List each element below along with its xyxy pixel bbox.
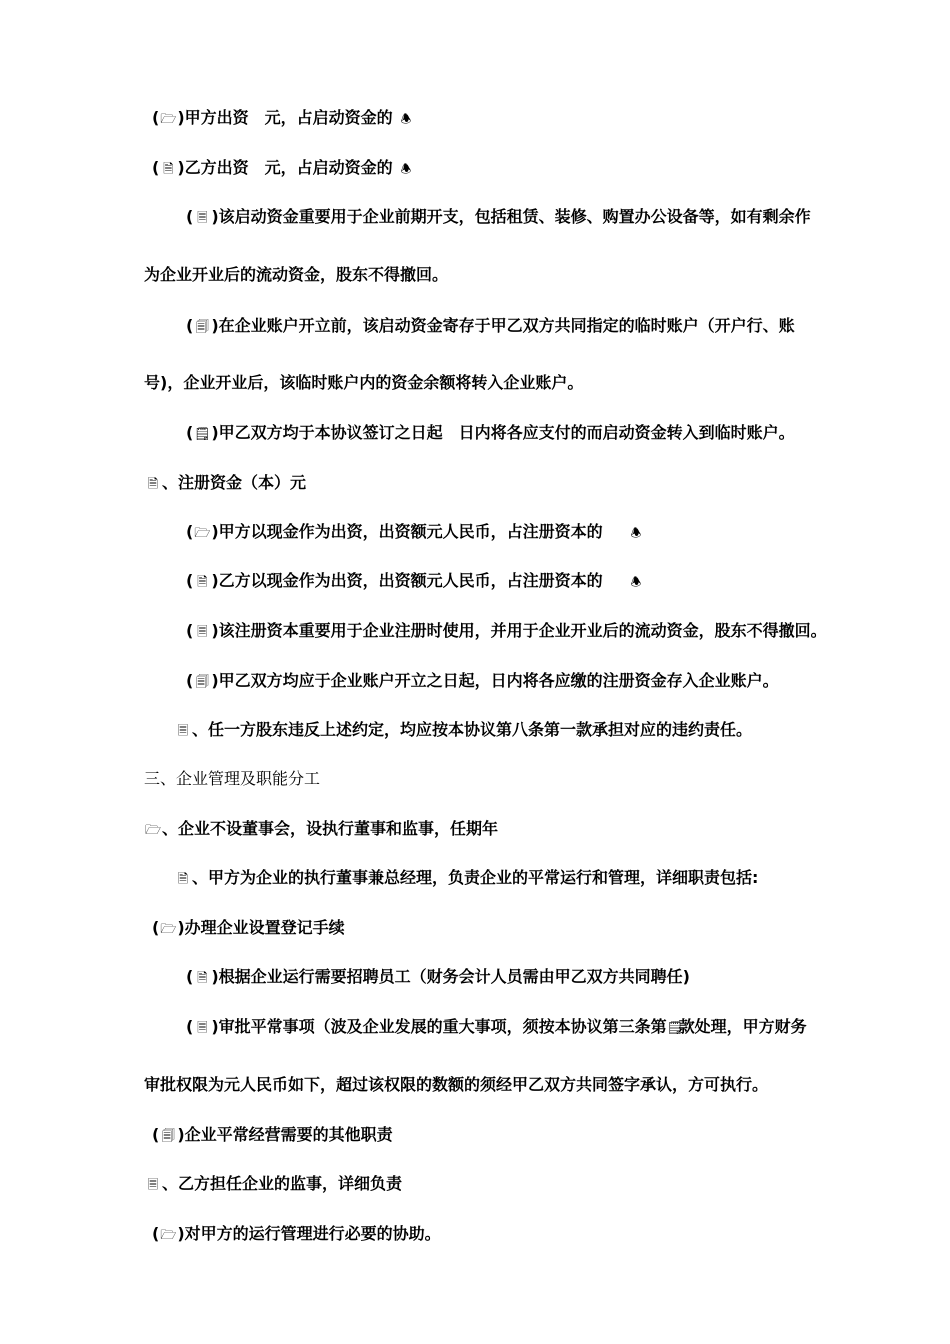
item-1-party-a-startup: (🗁)甲方出资 元，占启动资金的 🕭 bbox=[152, 107, 411, 131]
item-4-temp-account: ( 🗐 )在企业账户开立前，该启动资金寄存于甲乙双方共同指定的临时账户（开户行、账 bbox=[186, 315, 795, 339]
folder-icon: 🗁 bbox=[160, 1228, 177, 1243]
paragraph-continuation: 号)，企业开业后，该临时账户内的资金余额将转入企业账户。 bbox=[144, 373, 584, 392]
document-icon: 🗎 bbox=[197, 575, 208, 590]
page-icon: 🗏 bbox=[177, 724, 189, 739]
document-icon: 🗎 bbox=[163, 162, 174, 177]
duty-1-registration: (🗁)办理企业设置登记手续 bbox=[152, 917, 345, 941]
item-3-startup-usage: ( 🗏 )该启动资金重要用于企业前期开支，包括租赁、装修、购置办公设备等，如有剩余作 bbox=[186, 206, 811, 230]
paragraph-continuation: 审批权限为元人民币如下，超过该权限的数额的须经甲乙双方共同签字承认，方可执行。 bbox=[144, 1075, 769, 1094]
item-4-capital-deposit: ( 🗐 )甲乙双方均应于企业账户开立之日起，日内将各应缴的注册资金存入企业账户。 bbox=[186, 670, 779, 694]
pages-icon: 🗐 bbox=[195, 675, 209, 690]
folder-icon: 🗁 bbox=[194, 526, 211, 541]
page-icon: 🗏 bbox=[197, 625, 208, 640]
supervisor-duty-1: (🗁)对甲方的运行管理进行必要的协助。 bbox=[152, 1223, 441, 1247]
note-icon: 🗒 bbox=[194, 427, 211, 442]
item-2-party-b-startup: ( 🗎 )乙方出资 元，占启动资金的 🕭 bbox=[152, 157, 411, 181]
document-icon: 🗎 bbox=[147, 477, 159, 492]
page-icon: 🗏 bbox=[147, 1178, 159, 1193]
clause-breach-liability: 🗏 、任一方股东违反上述约定，均应按本协议第八条第一款承担对应的违约责任。 bbox=[174, 719, 752, 743]
section-registered-capital: 🗎 、注册资金（本）元 bbox=[144, 472, 306, 496]
item-5-transfer-deadline: (🗒)甲乙双方均于本协议签订之日起 日内将各应支付的而启动资金转入到临时账户。 bbox=[186, 422, 795, 446]
duty-3-approval: ( 🗏 )审批平常事项（波及企业发展的重大事项，须按本协议第三条第🗒款处理，甲方财务 bbox=[186, 1016, 807, 1040]
bell-icon: 🕭 bbox=[630, 526, 642, 540]
folder-icon: 🗁 bbox=[144, 823, 162, 838]
item-3-capital-usage: ( 🗏 )该注册资本重要用于企业注册时使用，并用于企业开业后的流动资金，股东不得撤回。 bbox=[186, 620, 827, 644]
bell-icon: 🕭 bbox=[400, 112, 412, 126]
document-icon: 🗎 bbox=[197, 971, 208, 986]
folder-icon: 🗁 bbox=[160, 112, 177, 127]
page-icon: 🗏 bbox=[197, 1021, 208, 1036]
section-heading-management: 三、企业管理及职能分工 bbox=[144, 769, 321, 788]
pages-icon: 🗐 bbox=[195, 320, 209, 335]
duty-2-recruitment: ( 🗎 )根据企业运行需要招聘员工（财务会计人员需由甲乙双方共同聘任) bbox=[186, 966, 690, 990]
clause-party-b-supervisor: 🗏 、乙方担任企业的监事，详细负责 bbox=[144, 1173, 402, 1197]
item-1-party-a-capital: (🗁)甲方以现金作为出资，出资额元人民币，占注册资本的 🕭 bbox=[186, 521, 641, 545]
folder-icon: 🗁 bbox=[160, 922, 177, 937]
clause-board-setup: 🗁、企业不设董事会，设执行董事和监事，任期年 bbox=[144, 818, 498, 842]
document-icon: 🗎 bbox=[177, 872, 189, 887]
bell-icon: 🕭 bbox=[630, 575, 642, 589]
item-2-party-b-capital: ( 🗎 )乙方以现金作为出资，出资额元人民币，占注册资本的 🕭 bbox=[186, 570, 641, 594]
duty-4-other: ( 🗐 )企业平常经营需要的其他职责 bbox=[152, 1124, 393, 1148]
paragraph-continuation: 为企业开业后的流动资金，股东不得撤回。 bbox=[144, 265, 449, 284]
clause-party-a-duties: 🗎 、甲方为企业的执行董事兼总经理，负责企业的平常运行和管理，详细职责包括: bbox=[174, 867, 758, 891]
bell-icon: 🕭 bbox=[400, 162, 412, 176]
note-icon: 🗒 bbox=[666, 1021, 684, 1036]
pages-icon: 🗐 bbox=[161, 1129, 175, 1144]
page-icon: 🗏 bbox=[197, 211, 208, 226]
